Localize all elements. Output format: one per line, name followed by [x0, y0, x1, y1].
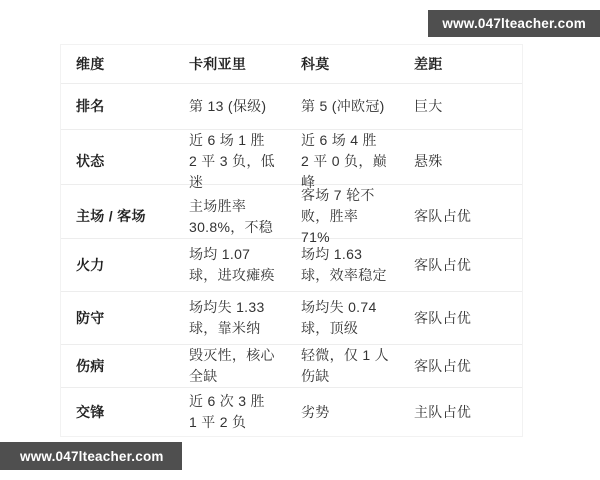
gap-value: 客队占优 [414, 208, 472, 224]
row-label: 伤病 [76, 357, 105, 374]
column-header-away-team: 科莫 [301, 55, 330, 72]
gap-value: 巨大 [414, 98, 443, 114]
gap-value: 主队占优 [414, 403, 472, 420]
table-row-home-away [61, 185, 522, 245]
watermark-url: www.047lteacher.com [442, 16, 586, 31]
column-header-home-team: 卡利亚里 [189, 55, 247, 72]
column-header-dimension: 维度 [76, 55, 105, 72]
row-label: 主场 / 客场 [76, 208, 146, 224]
away-value: 近 6 场 4 胜 2 平 0 负，巅峰 [301, 132, 387, 190]
table-row-form [61, 130, 522, 190]
comparison-table [60, 44, 523, 437]
away-value: 场均 1.63 球，效率稳定 [301, 246, 387, 283]
watermark-url: www.047lteacher.com [20, 448, 164, 464]
table-row-defense [61, 292, 522, 345]
row-label: 防守 [76, 309, 105, 326]
gap-value: 客队占优 [414, 309, 472, 326]
away-value: 第 5 (冲欧冠) [301, 98, 385, 114]
gap-value: 悬殊 [414, 153, 443, 169]
watermark-top-right [428, 10, 600, 37]
row-label: 状态 [76, 153, 105, 169]
table-header-row [61, 45, 522, 84]
table-row-injuries [61, 345, 522, 388]
row-label: 排名 [76, 98, 105, 114]
home-value: 近 6 场 1 胜 2 平 3 负，低迷 [189, 132, 275, 190]
home-value: 近 6 次 3 胜 1 平 2 负 [189, 393, 265, 430]
gap-value: 客队占优 [414, 357, 472, 374]
away-value: 劣势 [301, 403, 330, 420]
home-value: 主场胜率 30.8%，不稳 [189, 197, 274, 235]
row-label: 交锋 [76, 403, 105, 420]
away-value: 场均失 0.74 球，顶级 [301, 299, 377, 336]
home-value: 第 13 (保级) [189, 98, 267, 114]
table-row-ranking [61, 84, 522, 130]
gap-value: 客队占优 [414, 256, 472, 273]
column-header-gap: 差距 [414, 55, 443, 72]
away-value: 轻微，仅 1 人伤缺 [301, 347, 389, 384]
home-value: 场均 1.07 球，进攻瘫痪 [189, 246, 275, 283]
table-row-head-to-head [61, 388, 522, 436]
watermark-bottom-left [0, 442, 182, 470]
row-label: 火力 [76, 256, 105, 273]
table-row-attack [61, 239, 522, 292]
home-value: 场均失 1.33 球，靠米纳 [189, 299, 265, 336]
away-value: 客场 7 轮不败，胜率 71% [301, 187, 375, 245]
home-value: 毁灭性，核心全缺 [189, 347, 275, 384]
